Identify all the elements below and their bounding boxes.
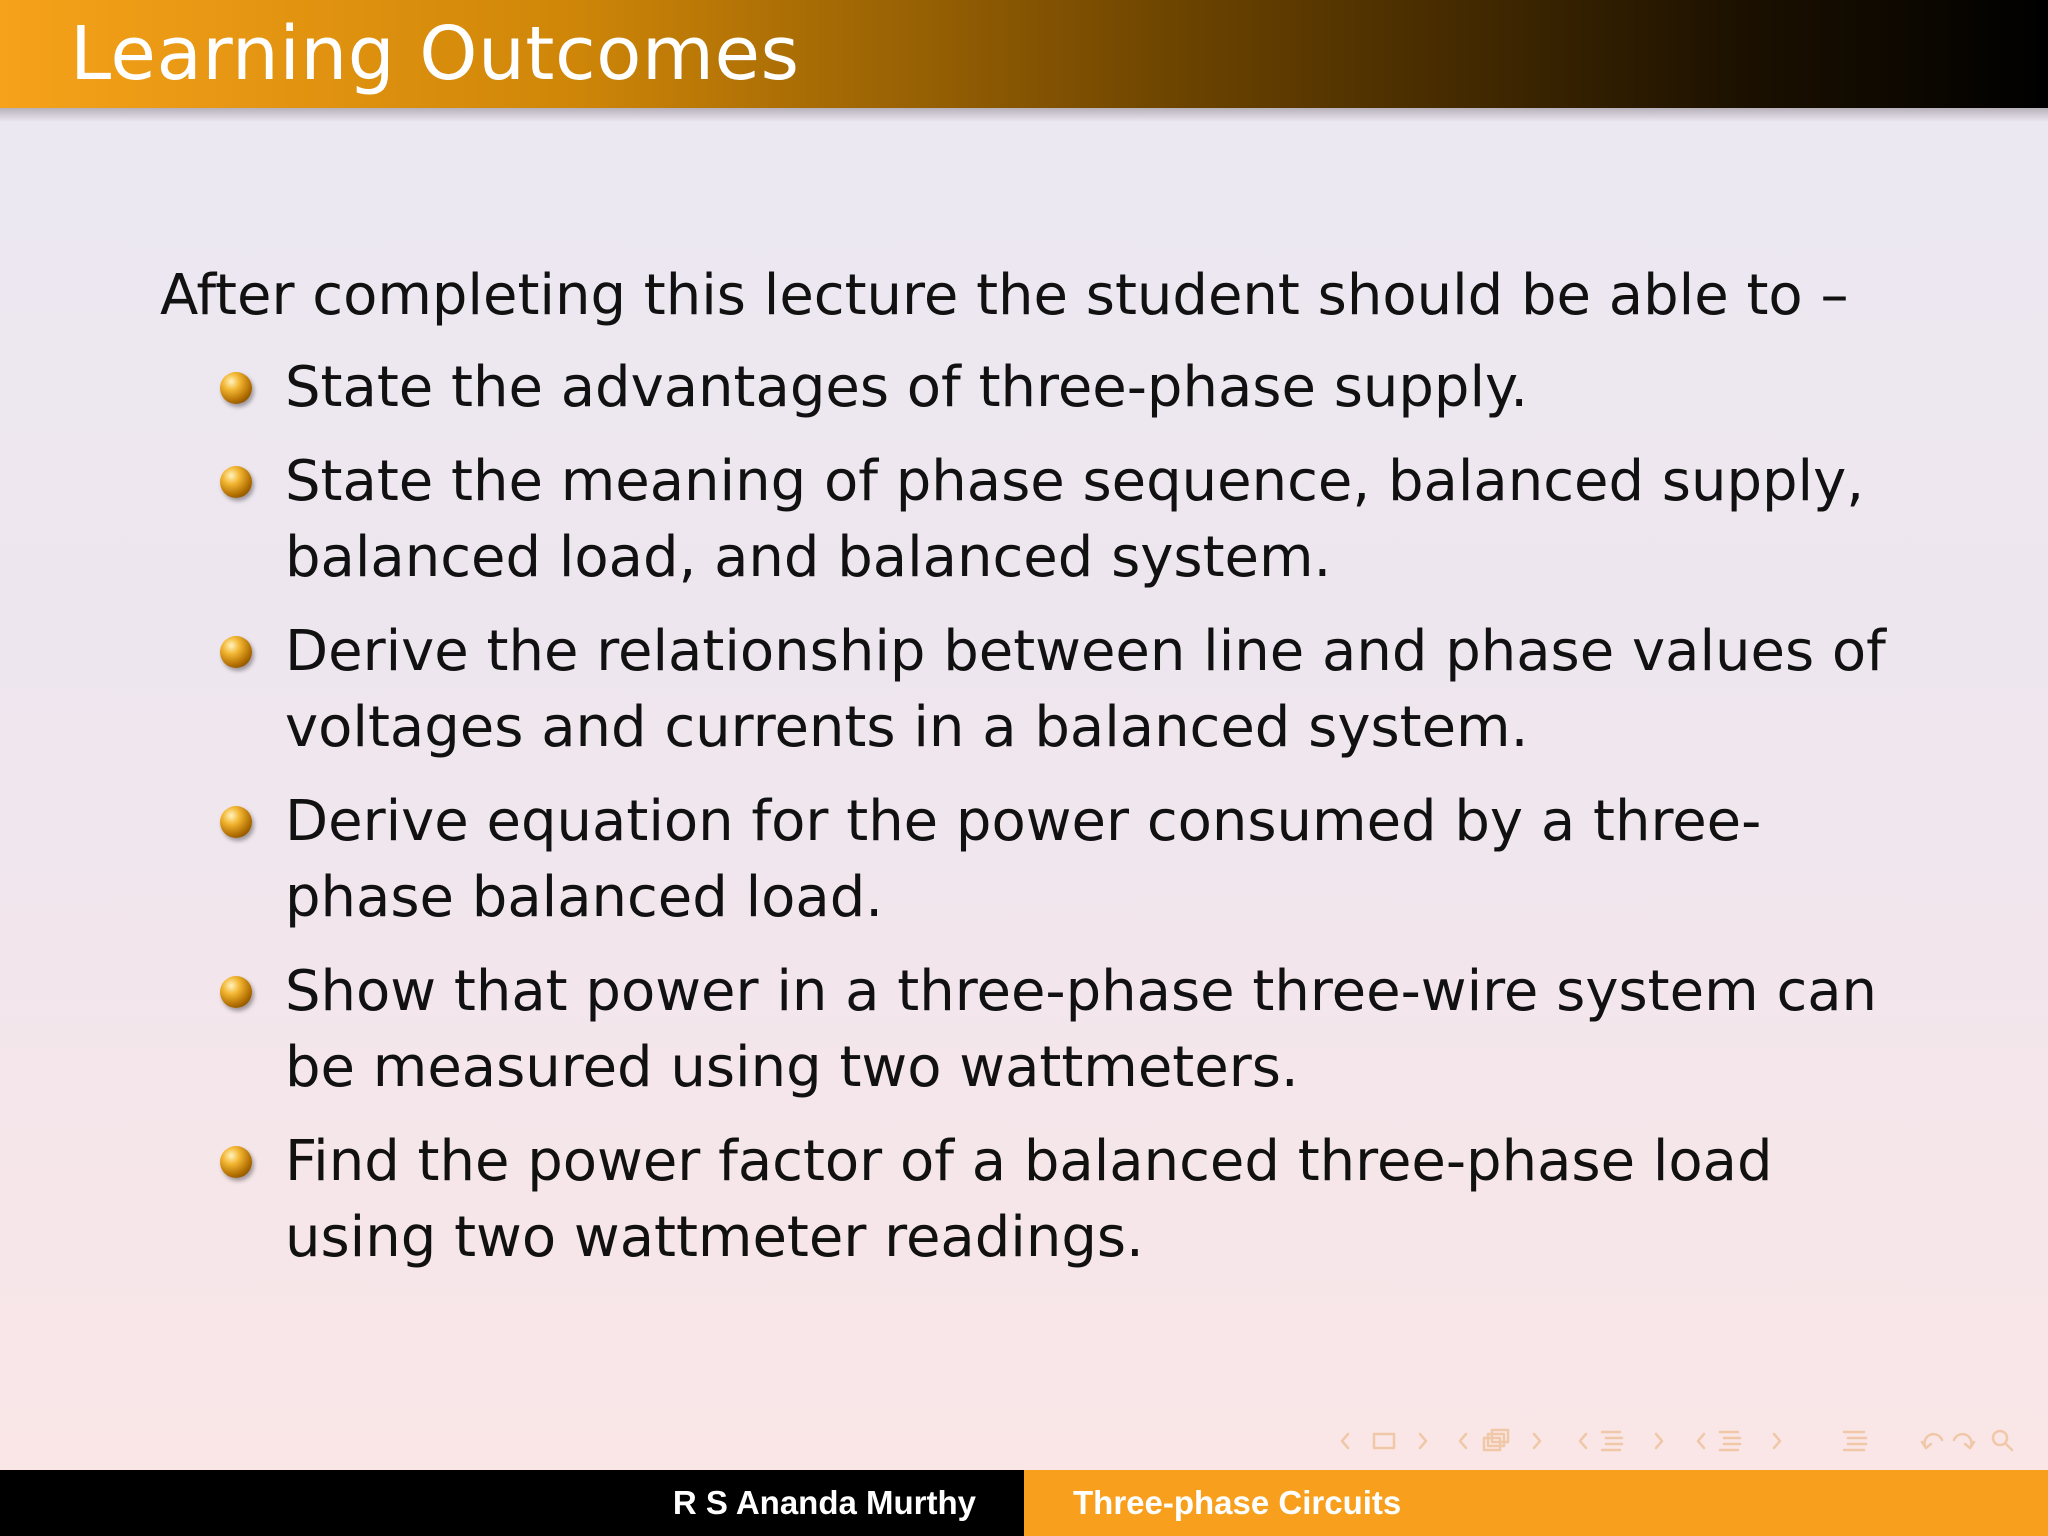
outcomes-list	[160, 350, 1920, 1276]
nav-search-icon[interactable]	[1993, 1431, 2012, 1450]
slide-content	[160, 258, 1920, 1294]
title-bar	[0, 0, 2048, 108]
outcome-text: Derive the relationship between line and phase values of voltages and currents in a balanced system.	[285, 619, 1886, 760]
nav-section-right-icon[interactable]	[1774, 1434, 1780, 1448]
intro-text: After completing this lecture the student should be able to –	[160, 263, 1849, 328]
outcome-text: Find the power factor of a balanced three-phase load using two wattmeter readings.	[285, 1129, 1773, 1270]
outcome-text: State the advantages of three-phase supply.	[285, 355, 1528, 420]
footer-course: Three-phase Circuits	[1073, 1484, 1402, 1521]
nav-slide-icon[interactable]	[1484, 1430, 1508, 1450]
outcome-text: State the meaning of phase sequence, balanced supply, balanced load, and balanced system.	[285, 449, 1865, 590]
footer-course-panel	[1024, 1470, 2048, 1536]
ball-bullet-icon	[220, 976, 252, 1008]
ball-bullet-icon	[220, 636, 252, 668]
nav-frame-icon[interactable]	[1374, 1434, 1394, 1448]
footer-author-panel	[0, 1470, 1024, 1536]
ball-bullet-icon	[220, 806, 252, 838]
list-item	[160, 1124, 1920, 1276]
outcome-text: Show that power in a three-phase three-wire system can be measured using two wattmeters.	[285, 959, 1878, 1100]
ball-bullet-icon	[220, 466, 252, 498]
slide-title: Learning Outcomes	[70, 11, 800, 97]
nav-forward-icon[interactable]	[1954, 1434, 1974, 1448]
ball-bullet-icon	[220, 372, 252, 404]
footer-author: R S Ananda Murthy	[672, 1484, 976, 1521]
list-item	[160, 350, 1920, 426]
outcome-text: Derive equation for the power consumed by a three-phase balanced load.	[285, 789, 1762, 930]
nav-frame-left-icon[interactable]	[1342, 1434, 1348, 1448]
list-item	[160, 784, 1920, 936]
list-item	[160, 954, 1920, 1106]
title-shadow	[0, 108, 2048, 122]
nav-toc-icon[interactable]	[1844, 1432, 1866, 1450]
nav-slide-right-icon[interactable]	[1534, 1434, 1540, 1448]
nav-subsection-icon[interactable]	[1602, 1432, 1622, 1450]
nav-frame-right-icon[interactable]	[1420, 1434, 1426, 1448]
list-item	[160, 444, 1920, 596]
navigation-bar	[1330, 1424, 2040, 1458]
nav-back-icon[interactable]	[1922, 1434, 1942, 1448]
nav-subsection-right-icon[interactable]	[1656, 1434, 1662, 1448]
nav-slide-left-icon[interactable]	[1460, 1434, 1466, 1448]
nav-section-icon[interactable]	[1720, 1432, 1740, 1450]
nav-subsection-left-icon[interactable]	[1580, 1434, 1586, 1448]
list-item	[160, 614, 1920, 766]
ball-bullet-icon	[220, 1146, 252, 1178]
nav-section-left-icon[interactable]	[1698, 1434, 1704, 1448]
